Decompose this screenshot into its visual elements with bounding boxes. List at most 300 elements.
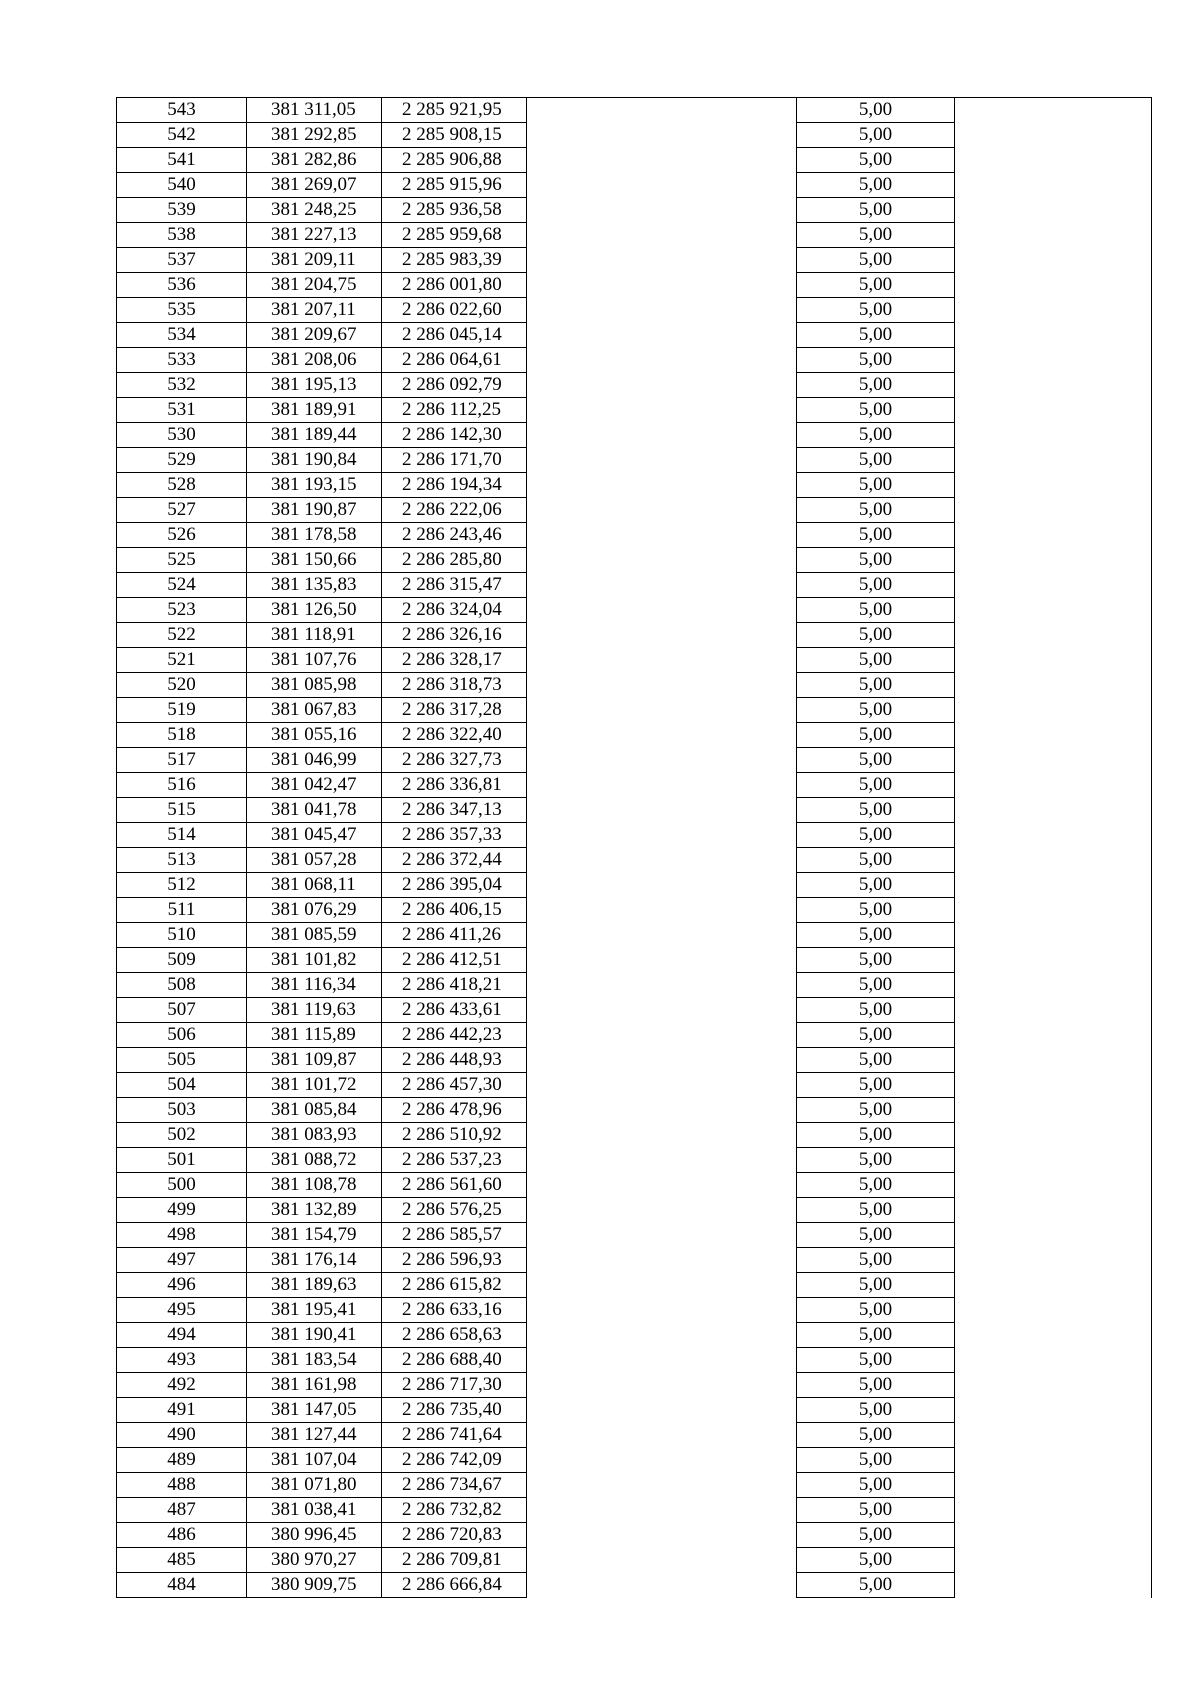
empty-cell xyxy=(527,998,797,1023)
point-number-cell: 509 xyxy=(117,948,247,973)
empty-cell xyxy=(527,798,797,823)
empty-cell xyxy=(527,1573,797,1598)
empty-cell xyxy=(527,948,797,973)
point-number-cell: 501 xyxy=(117,1148,247,1173)
value-cell: 5,00 xyxy=(797,1423,955,1448)
point-number-cell: 488 xyxy=(117,1473,247,1498)
value-cell: 5,00 xyxy=(797,923,955,948)
y-coordinate-cell: 2 286 658,63 xyxy=(382,1323,527,1348)
point-number-cell: 497 xyxy=(117,1248,247,1273)
table-row xyxy=(117,1348,1152,1373)
y-coordinate-cell: 2 286 717,30 xyxy=(382,1373,527,1398)
point-number-cell: 507 xyxy=(117,998,247,1023)
y-coordinate-cell: 2 286 741,64 xyxy=(382,1423,527,1448)
empty-cell xyxy=(527,973,797,998)
table-row xyxy=(117,748,1152,773)
table-row xyxy=(117,1423,1152,1448)
table-row xyxy=(117,223,1152,248)
empty-cell xyxy=(527,248,797,273)
x-coordinate-cell: 381 071,80 xyxy=(247,1473,382,1498)
empty-cell xyxy=(527,723,797,748)
x-coordinate-cell: 381 292,85 xyxy=(247,123,382,148)
point-number-cell: 542 xyxy=(117,123,247,148)
point-number-cell: 492 xyxy=(117,1373,247,1398)
value-cell: 5,00 xyxy=(797,173,955,198)
empty-cell xyxy=(955,748,1152,773)
point-number-cell: 543 xyxy=(117,98,247,123)
point-number-cell: 485 xyxy=(117,1548,247,1573)
point-number-cell: 539 xyxy=(117,198,247,223)
empty-cell xyxy=(955,1423,1152,1448)
y-coordinate-cell: 2 286 045,14 xyxy=(382,323,527,348)
value-cell: 5,00 xyxy=(797,548,955,573)
table-row xyxy=(117,498,1152,523)
y-coordinate-cell: 2 286 222,06 xyxy=(382,498,527,523)
value-cell: 5,00 xyxy=(797,398,955,423)
table-row xyxy=(117,1023,1152,1048)
value-cell: 5,00 xyxy=(797,1473,955,1498)
table-row xyxy=(117,1173,1152,1198)
x-coordinate-cell: 381 154,79 xyxy=(247,1223,382,1248)
empty-cell xyxy=(955,248,1152,273)
point-number-cell: 536 xyxy=(117,273,247,298)
table-row xyxy=(117,523,1152,548)
empty-cell xyxy=(527,273,797,298)
table-row xyxy=(117,548,1152,573)
x-coordinate-cell: 381 150,66 xyxy=(247,548,382,573)
point-number-cell: 527 xyxy=(117,498,247,523)
y-coordinate-cell: 2 286 001,80 xyxy=(382,273,527,298)
value-cell: 5,00 xyxy=(797,723,955,748)
empty-cell xyxy=(955,373,1152,398)
point-number-cell: 533 xyxy=(117,348,247,373)
empty-cell xyxy=(527,448,797,473)
table-row xyxy=(117,573,1152,598)
x-coordinate-cell: 380 970,27 xyxy=(247,1548,382,1573)
x-coordinate-cell: 381 046,99 xyxy=(247,748,382,773)
table-row xyxy=(117,1323,1152,1348)
empty-cell xyxy=(527,498,797,523)
empty-cell xyxy=(527,173,797,198)
y-coordinate-cell: 2 286 064,61 xyxy=(382,348,527,373)
table-row xyxy=(117,273,1152,298)
y-coordinate-cell: 2 286 243,46 xyxy=(382,523,527,548)
point-number-cell: 530 xyxy=(117,423,247,448)
point-number-cell: 524 xyxy=(117,573,247,598)
x-coordinate-cell: 381 127,44 xyxy=(247,1423,382,1448)
empty-cell xyxy=(527,148,797,173)
table-row xyxy=(117,723,1152,748)
value-cell: 5,00 xyxy=(797,1548,955,1573)
table-row xyxy=(117,1223,1152,1248)
empty-cell xyxy=(955,123,1152,148)
coordinates-table-body xyxy=(117,98,1152,1598)
x-coordinate-cell: 381 227,13 xyxy=(247,223,382,248)
value-cell: 5,00 xyxy=(797,1023,955,1048)
value-cell: 5,00 xyxy=(797,698,955,723)
value-cell: 5,00 xyxy=(797,748,955,773)
point-number-cell: 486 xyxy=(117,1523,247,1548)
empty-cell xyxy=(527,1498,797,1523)
empty-cell xyxy=(955,698,1152,723)
empty-cell xyxy=(955,173,1152,198)
point-number-cell: 529 xyxy=(117,448,247,473)
value-cell: 5,00 xyxy=(797,1148,955,1173)
x-coordinate-cell: 381 269,07 xyxy=(247,173,382,198)
empty-cell xyxy=(527,873,797,898)
point-number-cell: 535 xyxy=(117,298,247,323)
point-number-cell: 538 xyxy=(117,223,247,248)
empty-cell xyxy=(527,1273,797,1298)
table-row xyxy=(117,698,1152,723)
empty-cell xyxy=(527,1098,797,1123)
x-coordinate-cell: 381 101,72 xyxy=(247,1073,382,1098)
y-coordinate-cell: 2 286 576,25 xyxy=(382,1198,527,1223)
x-coordinate-cell: 381 101,82 xyxy=(247,948,382,973)
point-number-cell: 528 xyxy=(117,473,247,498)
empty-cell xyxy=(955,598,1152,623)
empty-cell xyxy=(955,1348,1152,1373)
table-row xyxy=(117,948,1152,973)
value-cell: 5,00 xyxy=(797,1298,955,1323)
point-number-cell: 520 xyxy=(117,673,247,698)
point-number-cell: 494 xyxy=(117,1323,247,1348)
point-number-cell: 522 xyxy=(117,623,247,648)
empty-cell xyxy=(527,1073,797,1098)
empty-cell xyxy=(955,898,1152,923)
coordinates-table xyxy=(116,97,1152,1598)
table-row xyxy=(117,1148,1152,1173)
y-coordinate-cell: 2 286 510,92 xyxy=(382,1123,527,1148)
table-row xyxy=(117,1473,1152,1498)
y-coordinate-cell: 2 286 328,17 xyxy=(382,648,527,673)
point-number-cell: 490 xyxy=(117,1423,247,1448)
value-cell: 5,00 xyxy=(797,673,955,698)
point-number-cell: 517 xyxy=(117,748,247,773)
table-row xyxy=(117,1273,1152,1298)
y-coordinate-cell: 2 286 411,26 xyxy=(382,923,527,948)
point-number-cell: 504 xyxy=(117,1073,247,1098)
empty-cell xyxy=(527,1473,797,1498)
table-row xyxy=(117,673,1152,698)
empty-cell xyxy=(527,223,797,248)
y-coordinate-cell: 2 286 285,80 xyxy=(382,548,527,573)
x-coordinate-cell: 381 183,54 xyxy=(247,1348,382,1373)
value-cell: 5,00 xyxy=(797,273,955,298)
x-coordinate-cell: 381 207,11 xyxy=(247,298,382,323)
empty-cell xyxy=(955,1148,1152,1173)
y-coordinate-cell: 2 286 324,04 xyxy=(382,598,527,623)
x-coordinate-cell: 381 135,83 xyxy=(247,573,382,598)
x-coordinate-cell: 381 178,58 xyxy=(247,523,382,548)
point-number-cell: 514 xyxy=(117,823,247,848)
y-coordinate-cell: 2 286 326,16 xyxy=(382,623,527,648)
value-cell: 5,00 xyxy=(797,1248,955,1273)
table-row xyxy=(117,873,1152,898)
table-row xyxy=(117,1073,1152,1098)
y-coordinate-cell: 2 286 734,67 xyxy=(382,1473,527,1498)
x-coordinate-cell: 381 107,04 xyxy=(247,1448,382,1473)
point-number-cell: 499 xyxy=(117,1198,247,1223)
y-coordinate-cell: 2 286 022,60 xyxy=(382,298,527,323)
table-row xyxy=(117,373,1152,398)
table-row xyxy=(117,348,1152,373)
empty-cell xyxy=(955,398,1152,423)
empty-cell xyxy=(527,298,797,323)
y-coordinate-cell: 2 286 395,04 xyxy=(382,873,527,898)
x-coordinate-cell: 381 195,13 xyxy=(247,373,382,398)
empty-cell xyxy=(955,523,1152,548)
empty-cell xyxy=(955,573,1152,598)
empty-cell xyxy=(527,623,797,648)
value-cell: 5,00 xyxy=(797,1323,955,1348)
y-coordinate-cell: 2 286 735,40 xyxy=(382,1398,527,1423)
empty-cell xyxy=(527,1223,797,1248)
empty-cell xyxy=(955,498,1152,523)
table-row xyxy=(117,123,1152,148)
y-coordinate-cell: 2 286 412,51 xyxy=(382,948,527,973)
value-cell: 5,00 xyxy=(797,623,955,648)
x-coordinate-cell: 381 189,91 xyxy=(247,398,382,423)
y-coordinate-cell: 2 285 921,95 xyxy=(382,98,527,123)
x-coordinate-cell: 381 041,78 xyxy=(247,798,382,823)
empty-cell xyxy=(527,423,797,448)
empty-cell xyxy=(955,298,1152,323)
table-row xyxy=(117,1548,1152,1573)
empty-cell xyxy=(527,1123,797,1148)
empty-cell xyxy=(955,1198,1152,1223)
empty-cell xyxy=(955,1248,1152,1273)
empty-cell xyxy=(527,123,797,148)
value-cell: 5,00 xyxy=(797,323,955,348)
empty-cell xyxy=(955,1573,1152,1598)
empty-cell xyxy=(955,923,1152,948)
value-cell: 5,00 xyxy=(797,1398,955,1423)
table-row xyxy=(117,598,1152,623)
table-row xyxy=(117,1248,1152,1273)
value-cell: 5,00 xyxy=(797,898,955,923)
empty-cell xyxy=(955,673,1152,698)
y-coordinate-cell: 2 286 666,84 xyxy=(382,1573,527,1598)
empty-cell xyxy=(955,1523,1152,1548)
value-cell: 5,00 xyxy=(797,248,955,273)
x-coordinate-cell: 381 088,72 xyxy=(247,1148,382,1173)
point-number-cell: 508 xyxy=(117,973,247,998)
empty-cell xyxy=(955,1223,1152,1248)
x-coordinate-cell: 381 085,98 xyxy=(247,673,382,698)
empty-cell xyxy=(955,223,1152,248)
empty-cell xyxy=(955,1498,1152,1523)
point-number-cell: 541 xyxy=(117,148,247,173)
empty-cell xyxy=(955,1123,1152,1148)
value-cell: 5,00 xyxy=(797,1523,955,1548)
empty-cell xyxy=(955,1298,1152,1323)
table-row xyxy=(117,1448,1152,1473)
empty-cell xyxy=(527,1023,797,1048)
x-coordinate-cell: 381 193,15 xyxy=(247,473,382,498)
y-coordinate-cell: 2 286 406,15 xyxy=(382,898,527,923)
point-number-cell: 540 xyxy=(117,173,247,198)
table-row xyxy=(117,848,1152,873)
value-cell: 5,00 xyxy=(797,1198,955,1223)
empty-cell xyxy=(955,1373,1152,1398)
y-coordinate-cell: 2 285 915,96 xyxy=(382,173,527,198)
point-number-cell: 502 xyxy=(117,1123,247,1148)
empty-cell xyxy=(527,473,797,498)
x-coordinate-cell: 381 108,78 xyxy=(247,1173,382,1198)
point-number-cell: 518 xyxy=(117,723,247,748)
value-cell: 5,00 xyxy=(797,998,955,1023)
value-cell: 5,00 xyxy=(797,98,955,123)
value-cell: 5,00 xyxy=(797,473,955,498)
y-coordinate-cell: 2 286 112,25 xyxy=(382,398,527,423)
y-coordinate-cell: 2 286 720,83 xyxy=(382,1523,527,1548)
y-coordinate-cell: 2 285 936,58 xyxy=(382,198,527,223)
y-coordinate-cell: 2 285 959,68 xyxy=(382,223,527,248)
table-row xyxy=(117,173,1152,198)
y-coordinate-cell: 2 286 688,40 xyxy=(382,1348,527,1373)
empty-cell xyxy=(527,98,797,123)
empty-cell xyxy=(955,773,1152,798)
point-number-cell: 493 xyxy=(117,1348,247,1373)
empty-cell xyxy=(527,1523,797,1548)
empty-cell xyxy=(527,848,797,873)
empty-cell xyxy=(527,673,797,698)
table-row xyxy=(117,448,1152,473)
point-number-cell: 521 xyxy=(117,648,247,673)
y-coordinate-cell: 2 286 478,96 xyxy=(382,1098,527,1123)
value-cell: 5,00 xyxy=(797,1348,955,1373)
x-coordinate-cell: 381 204,75 xyxy=(247,273,382,298)
value-cell: 5,00 xyxy=(797,1448,955,1473)
point-number-cell: 513 xyxy=(117,848,247,873)
y-coordinate-cell: 2 286 142,30 xyxy=(382,423,527,448)
empty-cell xyxy=(527,323,797,348)
x-coordinate-cell: 381 042,47 xyxy=(247,773,382,798)
table-row xyxy=(117,298,1152,323)
empty-cell xyxy=(955,348,1152,373)
y-coordinate-cell: 2 286 347,13 xyxy=(382,798,527,823)
y-coordinate-cell: 2 286 709,81 xyxy=(382,1548,527,1573)
value-cell: 5,00 xyxy=(797,198,955,223)
empty-cell xyxy=(527,773,797,798)
point-number-cell: 495 xyxy=(117,1298,247,1323)
empty-cell xyxy=(955,1448,1152,1473)
empty-cell xyxy=(527,1298,797,1323)
table-row xyxy=(117,98,1152,123)
value-cell: 5,00 xyxy=(797,1073,955,1098)
x-coordinate-cell: 381 311,05 xyxy=(247,98,382,123)
point-number-cell: 531 xyxy=(117,398,247,423)
point-number-cell: 534 xyxy=(117,323,247,348)
point-number-cell: 515 xyxy=(117,798,247,823)
table-row xyxy=(117,773,1152,798)
point-number-cell: 512 xyxy=(117,873,247,898)
value-cell: 5,00 xyxy=(797,1048,955,1073)
x-coordinate-cell: 381 189,44 xyxy=(247,423,382,448)
table-row xyxy=(117,1498,1152,1523)
y-coordinate-cell: 2 286 357,33 xyxy=(382,823,527,848)
point-number-cell: 526 xyxy=(117,523,247,548)
x-coordinate-cell: 381 147,05 xyxy=(247,1398,382,1423)
table-row xyxy=(117,1373,1152,1398)
y-coordinate-cell: 2 286 418,21 xyxy=(382,973,527,998)
empty-cell xyxy=(955,623,1152,648)
empty-cell xyxy=(527,748,797,773)
empty-cell xyxy=(955,998,1152,1023)
value-cell: 5,00 xyxy=(797,648,955,673)
empty-cell xyxy=(955,948,1152,973)
value-cell: 5,00 xyxy=(797,298,955,323)
value-cell: 5,00 xyxy=(797,523,955,548)
empty-cell xyxy=(527,648,797,673)
x-coordinate-cell: 381 085,84 xyxy=(247,1098,382,1123)
value-cell: 5,00 xyxy=(797,973,955,998)
empty-cell xyxy=(527,1148,797,1173)
value-cell: 5,00 xyxy=(797,1573,955,1598)
empty-cell xyxy=(527,523,797,548)
empty-cell xyxy=(955,423,1152,448)
value-cell: 5,00 xyxy=(797,348,955,373)
empty-cell xyxy=(955,848,1152,873)
y-coordinate-cell: 2 286 448,93 xyxy=(382,1048,527,1073)
table-row xyxy=(117,798,1152,823)
x-coordinate-cell: 381 208,06 xyxy=(247,348,382,373)
x-coordinate-cell: 381 161,98 xyxy=(247,1373,382,1398)
value-cell: 5,00 xyxy=(797,223,955,248)
x-coordinate-cell: 381 085,59 xyxy=(247,923,382,948)
empty-cell xyxy=(527,898,797,923)
point-number-cell: 516 xyxy=(117,773,247,798)
empty-cell xyxy=(955,1398,1152,1423)
x-coordinate-cell: 380 996,45 xyxy=(247,1523,382,1548)
empty-cell xyxy=(955,723,1152,748)
value-cell: 5,00 xyxy=(797,1273,955,1298)
y-coordinate-cell: 2 286 433,61 xyxy=(382,998,527,1023)
x-coordinate-cell: 381 190,41 xyxy=(247,1323,382,1348)
x-coordinate-cell: 381 109,87 xyxy=(247,1048,382,1073)
x-coordinate-cell: 381 209,67 xyxy=(247,323,382,348)
table-row xyxy=(117,423,1152,448)
empty-cell xyxy=(527,1173,797,1198)
table-row xyxy=(117,898,1152,923)
table-row xyxy=(117,198,1152,223)
y-coordinate-cell: 2 286 317,28 xyxy=(382,698,527,723)
empty-cell xyxy=(955,1073,1152,1098)
empty-cell xyxy=(527,398,797,423)
table-row xyxy=(117,473,1152,498)
table-row xyxy=(117,1573,1152,1598)
y-coordinate-cell: 2 286 596,93 xyxy=(382,1248,527,1273)
empty-cell xyxy=(527,823,797,848)
value-cell: 5,00 xyxy=(797,598,955,623)
empty-cell xyxy=(955,1548,1152,1573)
empty-cell xyxy=(527,573,797,598)
table-row xyxy=(117,398,1152,423)
y-coordinate-cell: 2 286 322,40 xyxy=(382,723,527,748)
x-coordinate-cell: 381 248,25 xyxy=(247,198,382,223)
y-coordinate-cell: 2 286 372,44 xyxy=(382,848,527,873)
value-cell: 5,00 xyxy=(797,423,955,448)
table-row xyxy=(117,1523,1152,1548)
y-coordinate-cell: 2 286 457,30 xyxy=(382,1073,527,1098)
y-coordinate-cell: 2 286 561,60 xyxy=(382,1173,527,1198)
x-coordinate-cell: 381 068,11 xyxy=(247,873,382,898)
y-coordinate-cell: 2 286 092,79 xyxy=(382,373,527,398)
x-coordinate-cell: 381 057,28 xyxy=(247,848,382,873)
empty-cell xyxy=(955,1273,1152,1298)
empty-cell xyxy=(527,1348,797,1373)
